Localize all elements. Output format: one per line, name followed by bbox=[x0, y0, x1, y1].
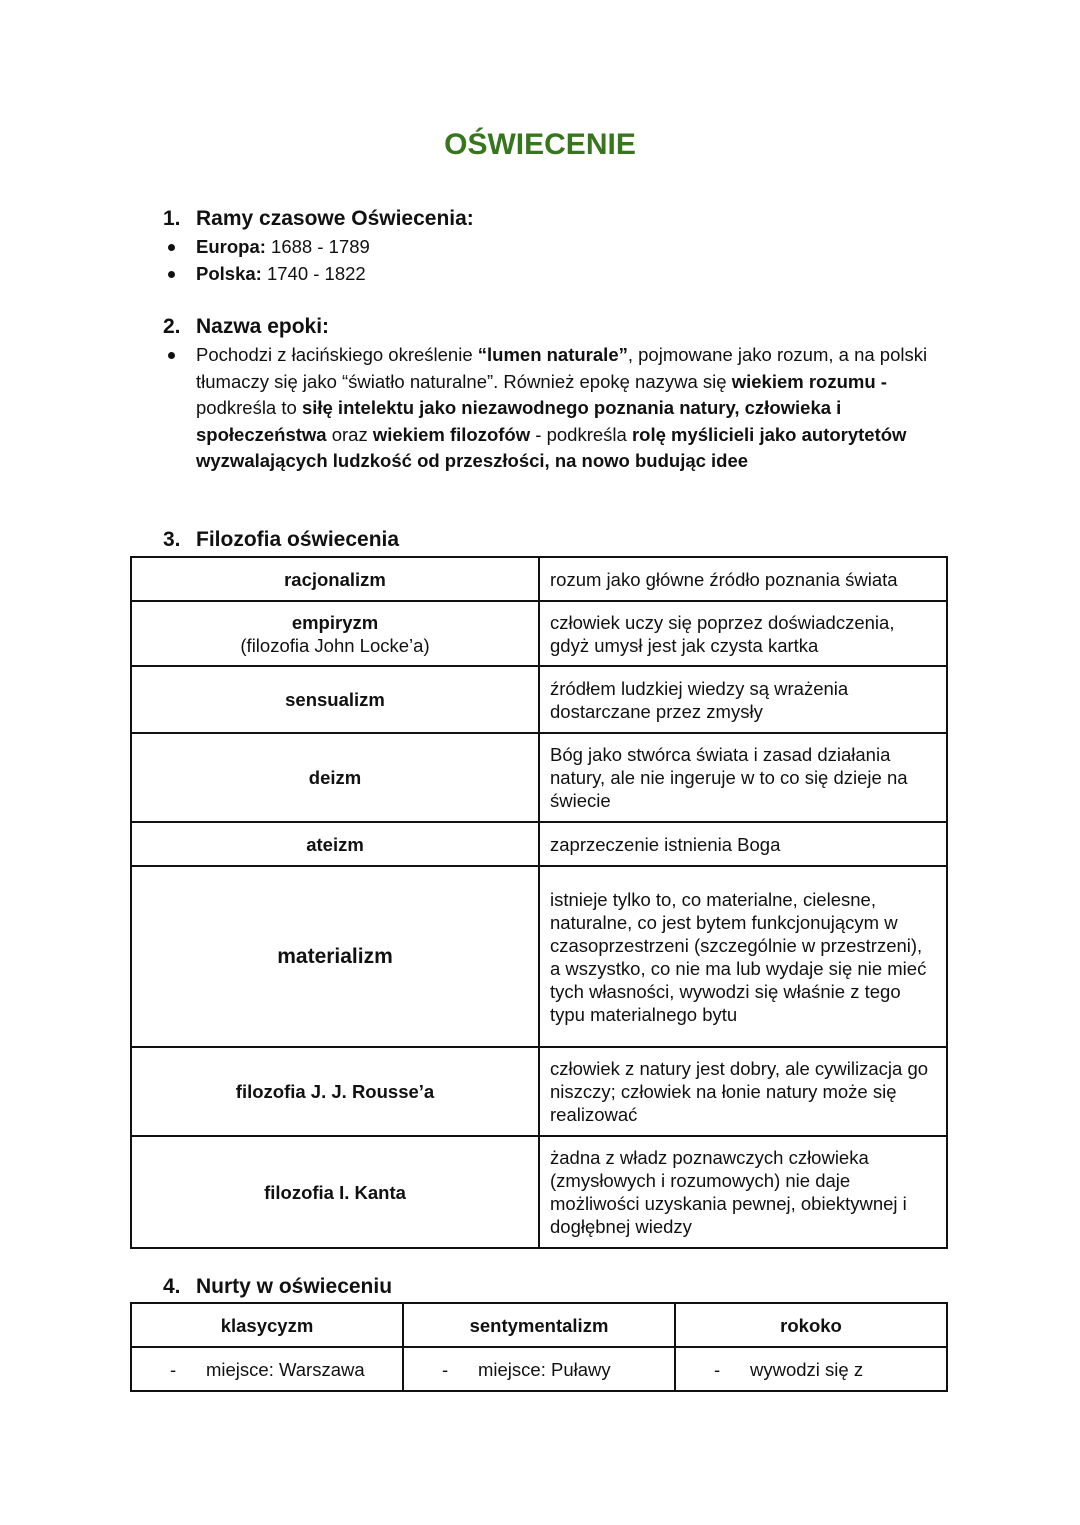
column-header: rokoko bbox=[675, 1303, 947, 1347]
table-cell bbox=[675, 1347, 947, 1391]
section-title: Nurty w oświeceniu bbox=[196, 1275, 393, 1298]
term-cell: filozofia I. Kanta bbox=[131, 1136, 539, 1248]
table-row bbox=[131, 666, 947, 733]
bullet-label: Europa: bbox=[196, 236, 266, 257]
term-cell bbox=[131, 601, 539, 666]
paragraph-bold-segment: siłę intelektu jako niezawodnego poznania natury, człowieka i społeczeństwa bbox=[196, 397, 842, 445]
section-heading-epoch-name bbox=[163, 315, 329, 339]
cell-text: miejsce: Puławy bbox=[478, 1358, 611, 1380]
list-item bbox=[163, 234, 933, 261]
table-row bbox=[131, 733, 947, 822]
table-cell bbox=[403, 1347, 675, 1391]
paragraph-segment: oraz bbox=[326, 423, 373, 445]
philosophy-table bbox=[130, 556, 948, 1249]
bullet-value: 1688 - 1789 bbox=[271, 236, 370, 257]
term-sub-label: (filozofia John Locke’a) bbox=[240, 634, 430, 656]
term-cell: deizm bbox=[131, 733, 539, 822]
table-cell bbox=[131, 1347, 403, 1391]
section-number: 4. bbox=[163, 1275, 181, 1298]
dash-marker: - bbox=[170, 1358, 177, 1380]
page-title: OŚWIECENIE bbox=[444, 128, 636, 161]
table-row bbox=[131, 1136, 947, 1248]
time-frame-list bbox=[163, 234, 933, 287]
dash-marker: - bbox=[442, 1358, 449, 1380]
section-number: 3. bbox=[163, 528, 181, 551]
definition-cell: żadna z władz poznawczych człowieka (zmysłowych i rozumowych) nie daje możliwości uzyskania pewnej, obiektywnej i dogłębnej wiedzy bbox=[539, 1136, 947, 1248]
table-row bbox=[131, 1347, 947, 1391]
list-item bbox=[163, 261, 933, 288]
epoch-name-list bbox=[163, 342, 933, 475]
cell-text: miejsce: Warszawa bbox=[206, 1358, 365, 1380]
section-title: Nazwa epoki: bbox=[196, 315, 330, 338]
definition-cell: źródłem ludzkiej wiedzy są wrażenia dostarczane przez zmysły bbox=[539, 666, 947, 733]
section-title: Ramy czasowe Oświecenia: bbox=[196, 207, 474, 230]
bullet-value: 1740 - 1822 bbox=[266, 262, 366, 284]
bullet-label: Polska: bbox=[196, 262, 262, 284]
section-heading-philosophy bbox=[163, 528, 399, 552]
table-row bbox=[131, 1047, 947, 1136]
table-row bbox=[131, 822, 947, 866]
paragraph-bold-segment: wiekiem filozofów bbox=[372, 423, 531, 445]
section-title: Filozofia oświecenia bbox=[196, 528, 400, 551]
definition-cell: człowiek uczy się poprzez doświadczenia, gdyż umysł jest jak czysta kartka bbox=[539, 601, 947, 666]
table-row bbox=[131, 866, 947, 1047]
column-header: klasycyzm bbox=[131, 1303, 403, 1347]
section-heading-currents bbox=[163, 1275, 392, 1299]
term-cell: racjonalizm bbox=[131, 557, 539, 601]
definition-cell: Bóg jako stwórca świata i zasad działania natury, ale nie ingeruje w to co się dzieje na świecie bbox=[539, 733, 947, 822]
dash-marker: - bbox=[714, 1358, 721, 1380]
term-label: empiryzm bbox=[291, 611, 379, 633]
term-cell: filozofia J. J. Rousse’a bbox=[131, 1047, 539, 1136]
section-number: 1. bbox=[163, 207, 181, 230]
column-header: sentymentalizm bbox=[403, 1303, 675, 1347]
term-cell: materializm bbox=[131, 866, 539, 1047]
paragraph-bold-segment: rolę myślicieli jako autorytetów wyzwalających ludzkość od przeszłości, na nowo budując idee bbox=[196, 423, 907, 471]
epoch-paragraph bbox=[196, 344, 927, 471]
paragraph-bold-segment: “lumen naturale” bbox=[477, 344, 628, 365]
paragraph-segment: - podkreśla bbox=[530, 423, 632, 445]
section-number: 2. bbox=[163, 315, 181, 338]
definition-cell: zaprzeczenie istnienia Boga bbox=[539, 822, 947, 866]
section-heading-time-frame bbox=[163, 207, 474, 231]
paragraph-bold-segment: wiekiem rozumu - bbox=[731, 370, 887, 392]
table-row bbox=[131, 557, 947, 601]
definition-cell: człowiek z natury jest dobry, ale cywilizacja go niszczy; człowiek na łonie natury może się realizować bbox=[539, 1047, 947, 1136]
paragraph-segment: podkreśla to bbox=[196, 397, 302, 418]
table-header-row bbox=[131, 1303, 947, 1347]
list-item bbox=[163, 342, 933, 475]
table-row bbox=[131, 601, 947, 666]
definition-cell: rozum jako główne źródło poznania świata bbox=[539, 557, 947, 601]
paragraph-segment: , pojmowane jako rozum, a na polski tłumaczy się jako “światło naturalne”. Również epokę nazywa się bbox=[196, 344, 928, 392]
paragraph-segment: Pochodzi z łacińskiego określenie bbox=[196, 344, 478, 365]
cell-text: wywodzi się z bbox=[750, 1358, 864, 1380]
currents-table bbox=[130, 1302, 948, 1392]
term-cell: ateizm bbox=[131, 822, 539, 866]
term-cell: sensualizm bbox=[131, 666, 539, 733]
definition-cell: istnieje tylko to, co materialne, cielesne, naturalne, co jest bytem funkcjonującym w czasoprzestrzeni (szczególnie w przestrzeni), a wszystko, co nie ma lub wydaje się nie mieć tych własności, wywodzi się właśnie z tego typu materialnego bytu bbox=[539, 866, 947, 1047]
